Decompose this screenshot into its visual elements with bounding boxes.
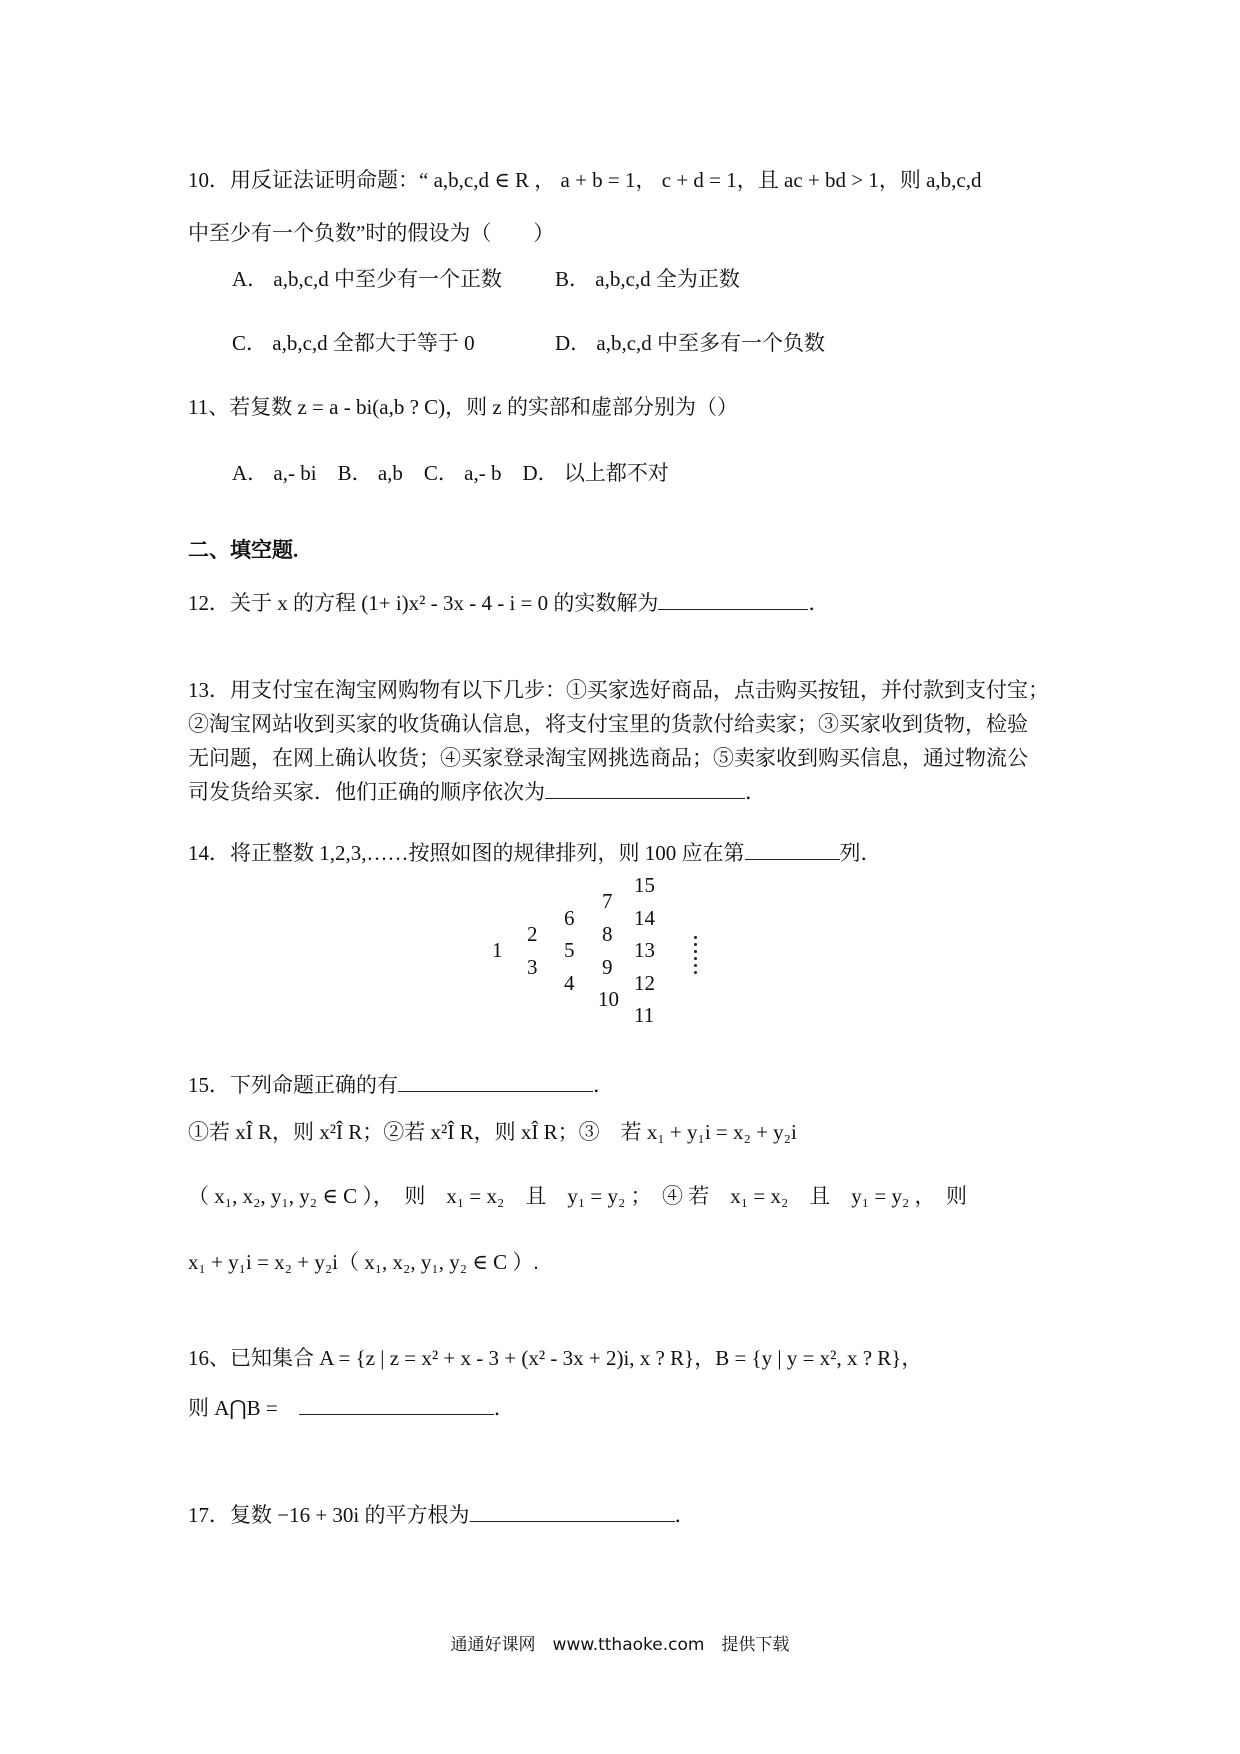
q10-stem-line1: 10．用反证法证明命题：“ a,b,c,d ∈ R ， a + b = 1， c + d = 1，且 ac + bd > 1，则 a,b,c,d (188, 168, 982, 192)
q17-text: 17．复数 −16 + 30i 的平方根为 (188, 1503, 470, 1527)
q17-stem: 17．复数 −16 + 30i 的平方根为 ． (188, 1503, 696, 1527)
q16-line2: 则 A⋂B = ． (188, 1396, 515, 1420)
continuation-dots (693, 936, 699, 982)
q14-stem (188, 838, 882, 868)
triangle-number: 14 (634, 906, 655, 930)
triangle-number: 11 (634, 1003, 655, 1027)
triangle-number: 1 (492, 938, 503, 962)
triangle-number: 9 (602, 955, 613, 979)
q12-text: 12．关于 x 的方程 (1+ i)x² - 3x - 4 - i = 0 的实数解为 (188, 591, 659, 615)
q10-option-c: C． a,b,c,d 全都大于等于 0 (232, 331, 475, 355)
triangle-number: 3 (527, 955, 538, 979)
q13-answer-blank (545, 778, 745, 799)
q15-stem: 15．下列命题正确的有 ． (188, 1073, 614, 1097)
triangle-number: 15 (634, 873, 655, 897)
q10-option-a: A． a,b,c,d 中至少有一个正数 (232, 267, 503, 291)
triangle-number: 5 (564, 938, 575, 962)
q11-options: A． a,- bi B． a,b C． a,- b D． 以上都不对 (232, 461, 669, 485)
q15-answer-blank (398, 1071, 593, 1092)
q12-answer-blank (658, 589, 808, 610)
q15-line2: （ x₁, x₂, y₁, y₂ ∈ C ）， 则 x₁ = x₂ 且 y₁ = y₂ ； ④ 若 x₁ = x₂ 且 y₁ = y₂ ， 则 (188, 1184, 968, 1208)
q13-text: 司发货给买家．他们正确的顺序依次为 (188, 780, 545, 804)
page-footer: 通通好课网 www.tthaoke.com 提供下载 (450, 1635, 790, 1655)
q11-stem: 11、若复数 z = a - bi(a,b ? C)，则 z 的实部和虚部分别为（） (188, 395, 738, 419)
number-triangle-figure (480, 870, 720, 1030)
q10-stem-line2: 中至少有一个负数”时的假设为（ ） (188, 221, 555, 245)
q15-text: 15．下列命题正确的有 (188, 1073, 398, 1097)
q10-option-b: B． a,b,c,d 全为正数 (555, 267, 740, 291)
q12-stem: 12．关于 x 的方程 (1+ i)x² - 3x - 4 - i = 0 的实数解为 ． (188, 591, 830, 615)
q14-answer-blank (745, 839, 840, 860)
triangle-number: 12 (634, 971, 655, 995)
q17-answer-blank (470, 1501, 675, 1522)
q16-line1: 16、已知集合 A = {z | z = x² + x - 3 + (x² - 3x + 2)i, x ? R}，B = {y | y = x², x ? R}， (188, 1346, 923, 1370)
triangle-number: 7 (602, 889, 613, 913)
triangle-number: 8 (602, 922, 613, 946)
q13-line2: ②淘宝网站收到买家的收货确认信息，将支付宝里的货款付给卖家；③买家收到货物，检验 (188, 712, 1028, 736)
q15-line3: x₁ + y₁i = x₂ + y₂i（ x₁, x₂, y₁, y₂ ∈ C ）. (188, 1250, 539, 1274)
triangle-number: 6 (564, 906, 575, 930)
q15-line1: ①若 xÎ R，则 x²Î R；②若 x²Î R，则 xÎ R；③ 若 x₁ + y₁i = x₂ + y₂i (188, 1120, 797, 1144)
q13-line3: 无问题，在网上确认收货；④买家登录淘宝网挑选商品；⑤卖家收到购买信息，通过物流公 (188, 746, 1028, 770)
triangle-number: 2 (527, 922, 538, 946)
triangle-number: 13 (634, 938, 655, 962)
section-heading-fill-blank: 二、填空题. (188, 538, 299, 562)
q14-tail: 列． (839, 841, 882, 865)
q13-line1: 13．用支付宝在淘宝网购物有以下几步：①买家选好商品，点击购买按钮，并付款到支付宝； (188, 678, 1049, 702)
q14-text: 14．将正整数 1,2,3,……按照如图的规律排列，则 100 应在第 (188, 841, 745, 865)
triangle-number: 4 (564, 971, 575, 995)
q16-text: 则 A⋂B = (188, 1396, 278, 1420)
q10-option-d: D． a,b,c,d 中至多有一个负数 (555, 331, 826, 355)
triangle-number: 10 (598, 987, 619, 1011)
q16-answer-blank (299, 1394, 494, 1415)
q13-line4: 司发货给买家．他们正确的顺序依次为 ． (188, 780, 766, 804)
